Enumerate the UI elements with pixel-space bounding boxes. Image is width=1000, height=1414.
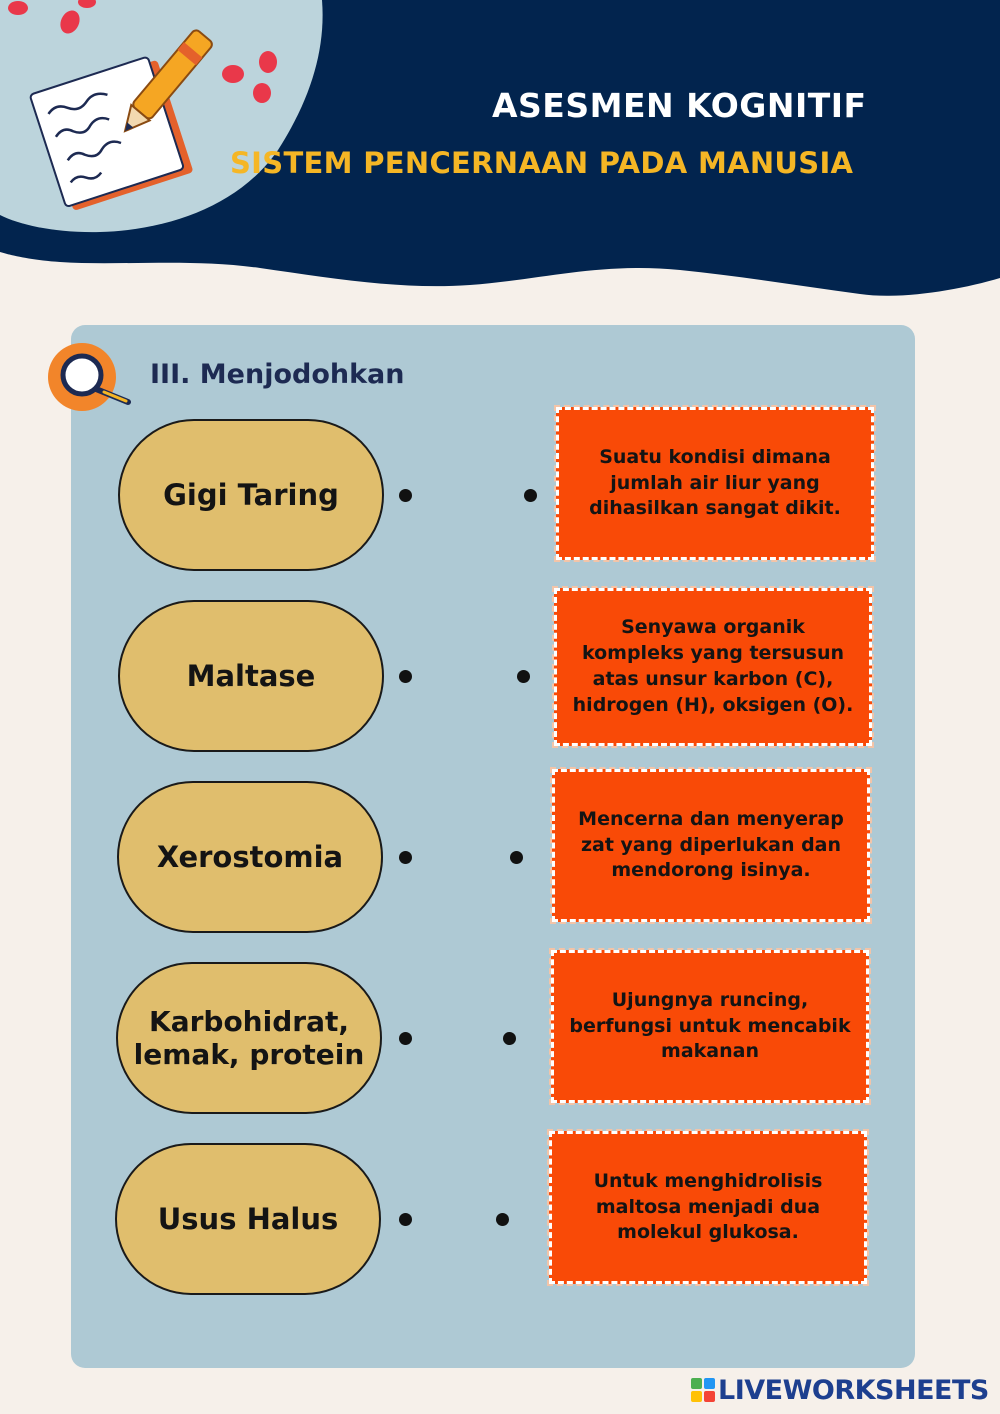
- match-right-item: Suatu kondisi dimana jumlah air liur yang dihasilkan sangat dikit.: [556, 407, 874, 560]
- match-right-item: Untuk menghidrolisis maltosa menjadi dua molekul glukosa.: [549, 1131, 867, 1284]
- brand-name: LIVEWORKSHEETS: [718, 1374, 989, 1406]
- match-right-item: Ujungnya runcing, berfungsi untuk mencabik makanan: [551, 950, 869, 1103]
- match-left-item[interactable]: Karbohidrat, lemak, protein: [116, 962, 382, 1114]
- match-right-item: Mencerna dan menyerap zat yang diperlukan dan mendorong isinya.: [552, 769, 870, 922]
- section-title: III. Menjodohkan: [150, 359, 405, 390]
- right-connector-dot[interactable]: [496, 1213, 509, 1226]
- left-connector-dot[interactable]: [399, 1032, 412, 1045]
- left-connector-dot[interactable]: [399, 1213, 412, 1226]
- liveworksheets-logo: [690, 1374, 989, 1406]
- match-left-item[interactable]: Xerostomia: [117, 781, 383, 933]
- match-left-item[interactable]: Maltase: [118, 600, 384, 752]
- liveworksheets-logo-icon: [690, 1377, 716, 1403]
- magnifying-glass-icon: [44, 342, 136, 412]
- left-connector-dot[interactable]: [399, 670, 412, 683]
- match-left-item[interactable]: Gigi Taring: [118, 419, 384, 571]
- left-connector-dot[interactable]: [399, 489, 412, 502]
- page-subtitle: SISTEM PENCERNAAN PADA MANUSIA: [230, 146, 854, 180]
- match-right-item: Senyawa organik kompleks yang tersusun atas unsur karbon (C), hidrogen (H), oksigen (O).: [554, 588, 872, 746]
- match-left-item[interactable]: Usus Halus: [115, 1143, 381, 1295]
- page-title: ASESMEN KOGNITIF: [492, 86, 867, 125]
- right-connector-dot[interactable]: [517, 670, 530, 683]
- right-connector-dot[interactable]: [524, 489, 537, 502]
- left-connector-dot[interactable]: [399, 851, 412, 864]
- right-connector-dot[interactable]: [503, 1032, 516, 1045]
- right-connector-dot[interactable]: [510, 851, 523, 864]
